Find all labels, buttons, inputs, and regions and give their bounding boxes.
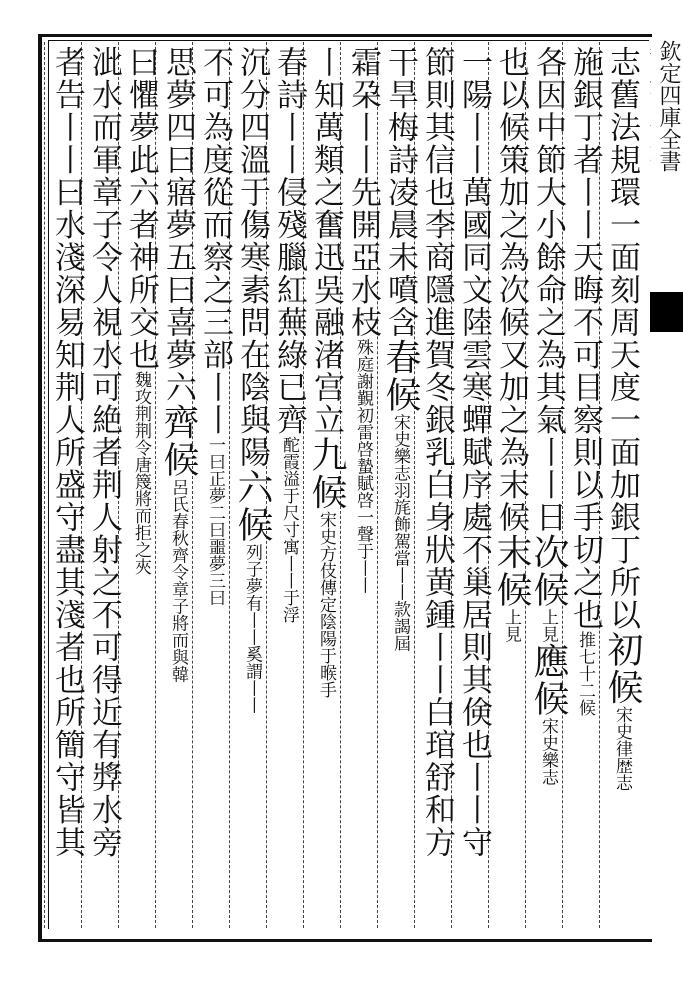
- entry-heading: 次候: [528, 533, 569, 609]
- entry-heading: 齊候: [158, 403, 199, 479]
- annotation-text: 魏攻荆荆令唐篾將而拒之夾: [131, 371, 151, 575]
- annotation-text: 列子夢有丨丨奚謂丨丨: [242, 543, 262, 714]
- column-rule: [44, 42, 45, 928]
- body-text: 不可為度從而察之三部丨丨: [197, 46, 233, 436]
- body-text: 泚水而軍章子令人視水可絶者荆人射之不可得近有㢡水旁: [86, 46, 122, 859]
- body-text: 各因中節大小餘命之為其氣丨丨日: [530, 46, 566, 534]
- entry-heading: 九候: [306, 436, 347, 511]
- body-text: 施銀丁者丨丨天晦不可目察則以手切之也: [567, 46, 603, 631]
- annotation-text: 推七十二候: [575, 631, 595, 716]
- body-text: 志舊法規環一面刻周天度一面加銀丁所以: [604, 46, 640, 631]
- fish-tail-mark: [650, 292, 683, 332]
- annotation-text: 呂氏春秋齊令章子將而與韓: [168, 478, 188, 683]
- body-text: 春詩丨丨侵殘臘紅蕪綠已齊: [271, 46, 307, 436]
- annotation-text: 上見: [501, 608, 521, 643]
- annotation-text: 宋史方伎傳定陰陽于㬋手: [316, 511, 336, 698]
- annotation-text: 宋史樂志: [538, 717, 558, 786]
- annotation-text: 宋史律歴志: [612, 706, 632, 791]
- body-text: 節則其信也李商隱進賀冬銀乳白身狀黄鍾丨丨白琯舒和方: [419, 46, 455, 859]
- body-text: 沉分四溫于傷寒素問在陰與陽: [234, 46, 270, 469]
- annotation-text: 上見: [538, 608, 558, 643]
- annotation-text: 酡霞溢于尺寸寓丨丨于浮: [279, 436, 299, 623]
- body-text: 思夢四曰寤夢五曰喜夢六: [160, 46, 196, 404]
- annotation-text: 殊庭謝覲初雷啓蟄賦啓一聲于丨丨: [353, 338, 373, 594]
- body-text: 也以候策加之為次候又加之為末候: [493, 46, 529, 534]
- entry-heading: 應候: [528, 642, 569, 718]
- margin-label: [650, 40, 683, 970]
- top-margin: [48, 6, 648, 36]
- body-text: 霜朶丨丨先開亞水枝: [345, 46, 381, 339]
- book-title: 欽定四庫全書: [656, 40, 681, 172]
- body-text: 曰懼夢此六者神所交也: [123, 46, 159, 371]
- entry-heading: 初候: [602, 631, 643, 706]
- text-column: [45, 46, 89, 926]
- annotation-text: 宋史樂志羽旄飾駕當丨丨款謁屆: [390, 413, 410, 652]
- body-text: 者告丨丨曰水淺深易知荆人所盛守盡其淺者也所簡守皆其: [49, 46, 85, 859]
- juan-number: [650, 40, 651, 172]
- entry-heading: 末候: [491, 533, 532, 609]
- annotation-text: 一曰正夢二曰噩夢三曰: [205, 436, 225, 606]
- entry-heading: 六候: [232, 468, 273, 544]
- body-text: 干旱梅詩凌晨未噴含: [382, 46, 418, 339]
- body-text: 丨知萬類之奮迅吳融渚宫立: [308, 46, 344, 436]
- body-text: 一陽丨丨萬國同文陸雲寒蟬賦序處不巢居則其倹也丨丨守: [456, 46, 492, 859]
- entry-heading: 春候: [380, 338, 421, 414]
